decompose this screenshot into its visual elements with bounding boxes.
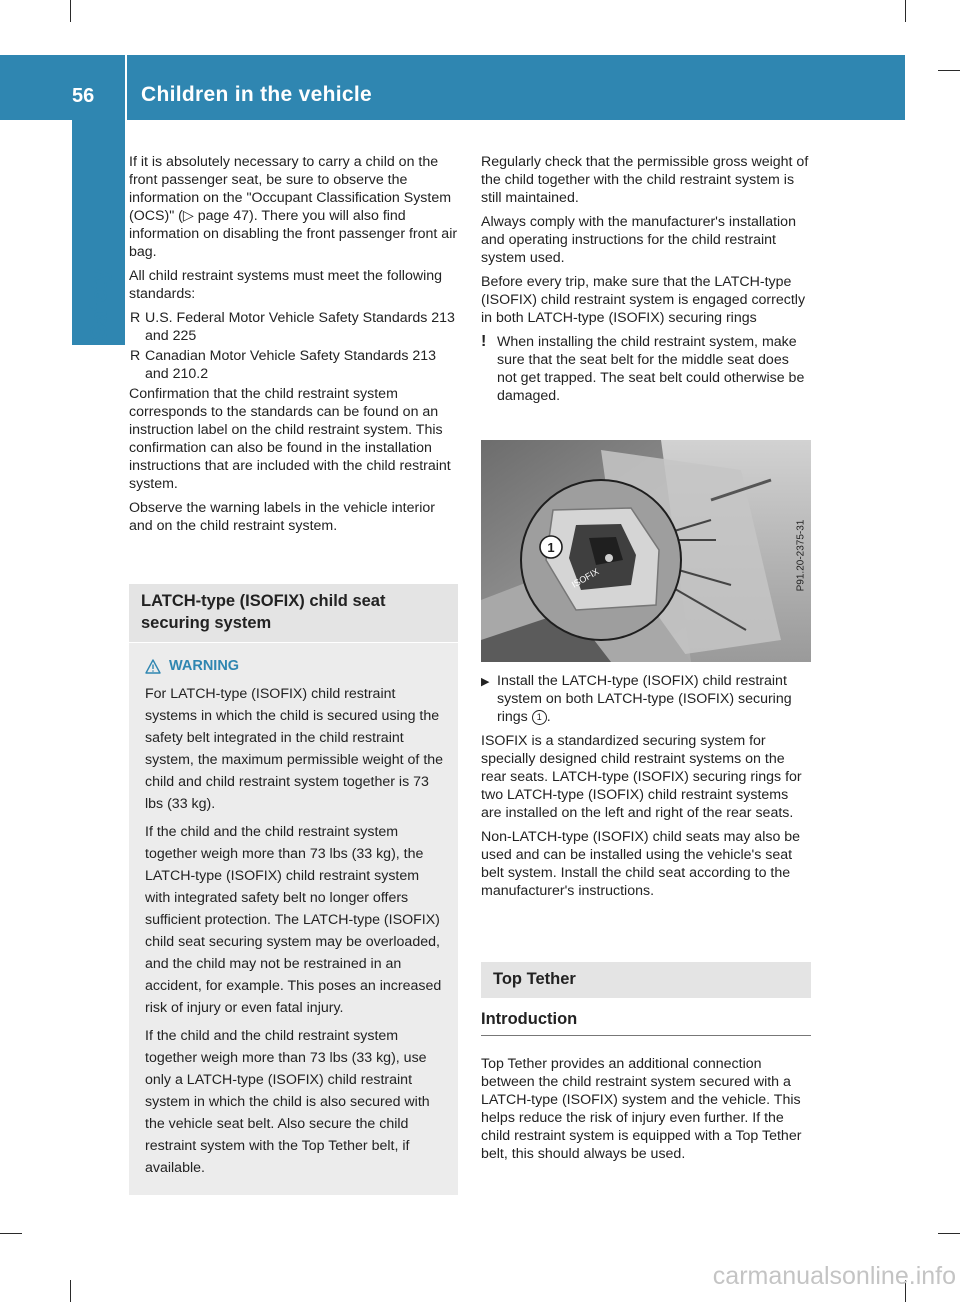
right-column-bottom	[481, 672, 811, 906]
notice-exclamation-icon: !	[481, 333, 487, 350]
rear-seat-illustration	[481, 440, 811, 662]
figure-callout: 1	[547, 540, 555, 555]
photo-id: P91.20-2375-31	[795, 519, 807, 592]
paragraph: Non-LATCH-type (ISOFIX) child seats may also be used and can be installed using the vehicle's seat belt system. Install the child seat according to the manufacturer's instructions.	[481, 829, 801, 899]
left-column	[129, 153, 459, 541]
step-text-end: .	[546, 709, 551, 725]
paragraph: Regularly check that the permissible gross weight of the child together with the child restraint system is still maintained.	[481, 154, 809, 206]
isofix-photo	[481, 440, 811, 662]
page-number: 56	[72, 85, 95, 107]
warning-paragraph: For LATCH-type (ISOFIX) child restraint systems in which the child is secured using the safety belt integrated in the child restraint system, the maximum permissible weight of the child and child restraint system together is 73 lbs (33 kg).	[145, 686, 444, 812]
notice-text: When installing the child restraint system, make sure that the seat belt for the middle seat does not get trapped. The seat belt could otherwise be damaged.	[497, 334, 805, 404]
crop-mark	[905, 0, 906, 22]
crop-mark	[70, 1280, 71, 1302]
callout-ref: 1	[532, 710, 547, 725]
list-item	[129, 309, 459, 345]
paragraph: All child restraint systems must meet the following standards:	[129, 268, 443, 302]
section-heading-latch	[129, 584, 458, 642]
watermark: carmanualsonline.info	[712, 1262, 956, 1290]
list-item	[129, 347, 459, 383]
warning-paragraph: If the child and the child restraint system together weigh more than 73 lbs (33 kg), the LATCH-type (ISOFIX) child restraint system with integrated safety belt no longer offers sufficient protection. The LATCH-type (ISOFIX) child seat securing system may be overloaded, and the child may not be restrained in an accident, for example. This poses an increased risk of injury or even fatal injury.	[145, 824, 442, 1016]
paragraph: Always comply with the manufacturer's installation and operating instructions for the child restraint system used.	[481, 214, 796, 266]
page-header	[0, 55, 905, 120]
chapter-title: Children in the vehicle	[141, 83, 372, 106]
list-item-text: U.S. Federal Motor Vehicle Safety Standards 213 and 225	[145, 310, 455, 344]
paragraph: Top Tether provides an additional connection between the child restraint system secured with a LATCH-type (ISOFIX) system and the vehicle. This helps reduce the risk of injury even further. If the child restraint system is equipped with a Top Tether belt, this should always be used.	[481, 1056, 802, 1162]
paragraph: Before every trip, make sure that the LATCH-type (ISOFIX) child restraint system is engaged correctly in both LATCH-type (ISOFIX) securing rings	[481, 274, 806, 326]
top-tether-intro	[481, 1055, 811, 1169]
warning-triangle-icon	[145, 659, 161, 674]
section-heading: Top Tether	[481, 962, 811, 998]
warning-paragraph: If the child and the child restraint system together weigh more than 73 lbs (33 kg), use only a LATCH-type (ISOFIX) child restraint system in which the child is also secured with the vehicle seat belt. Also secure the child restraint system with the Top Tether belt, if available.	[145, 1028, 430, 1176]
header-divider	[125, 55, 127, 120]
warning-title	[145, 655, 444, 677]
section-heading: LATCH-type (ISOFIX) child seat securing system	[129, 584, 458, 642]
warning-label: WARNING	[169, 658, 240, 674]
section-tab: Safety	[86, 267, 113, 340]
paragraph: If it is absolutely necessary to carry a child on the front passenger seat, be sure to observe the information on the "Occupant Classification System (OCS)" (▷ page 47). There you will also find information on disabling the front passenger front air bag.	[129, 154, 458, 260]
list-item-text: Canadian Motor Vehicle Safety Standards 213 and 210.2	[145, 348, 437, 382]
crop-mark	[938, 70, 960, 71]
paragraph: ISOFIX is a standardized securing system for specially designed child restraint systems on the rear seats. LATCH-type (ISOFIX) securing rings for two LATCH-type (ISOFIX) child restraint systems are installed on the left and right of the rear seats.	[481, 733, 802, 821]
paragraph: Confirmation that the child restraint system corresponds to the standards can be found on an instruction label on the child restraint system. This confirmation can also be found in the installation instructions that are included with the child restraint system.	[129, 386, 451, 492]
crop-mark	[0, 1233, 22, 1234]
sub-heading: Introduction	[481, 1010, 811, 1036]
notice	[481, 333, 811, 405]
bullet-mark: R	[130, 310, 141, 326]
crop-mark	[70, 0, 71, 22]
crop-mark	[938, 1233, 960, 1234]
paragraph: Observe the warning labels in the vehicle interior and on the child restraint system.	[129, 500, 435, 534]
step-arrow-icon: ▶	[481, 676, 490, 688]
bullet-mark: R	[130, 348, 141, 364]
section-top-tether	[481, 962, 811, 1036]
step-text: Install the LATCH-type (ISOFIX) child restraint system on both LATCH-type (ISOFIX) securing rings	[497, 673, 792, 725]
instruction-step	[481, 672, 811, 726]
warning-box	[129, 643, 458, 1195]
isofix-label: ISOFIX	[570, 566, 601, 590]
right-column-top	[481, 153, 811, 405]
